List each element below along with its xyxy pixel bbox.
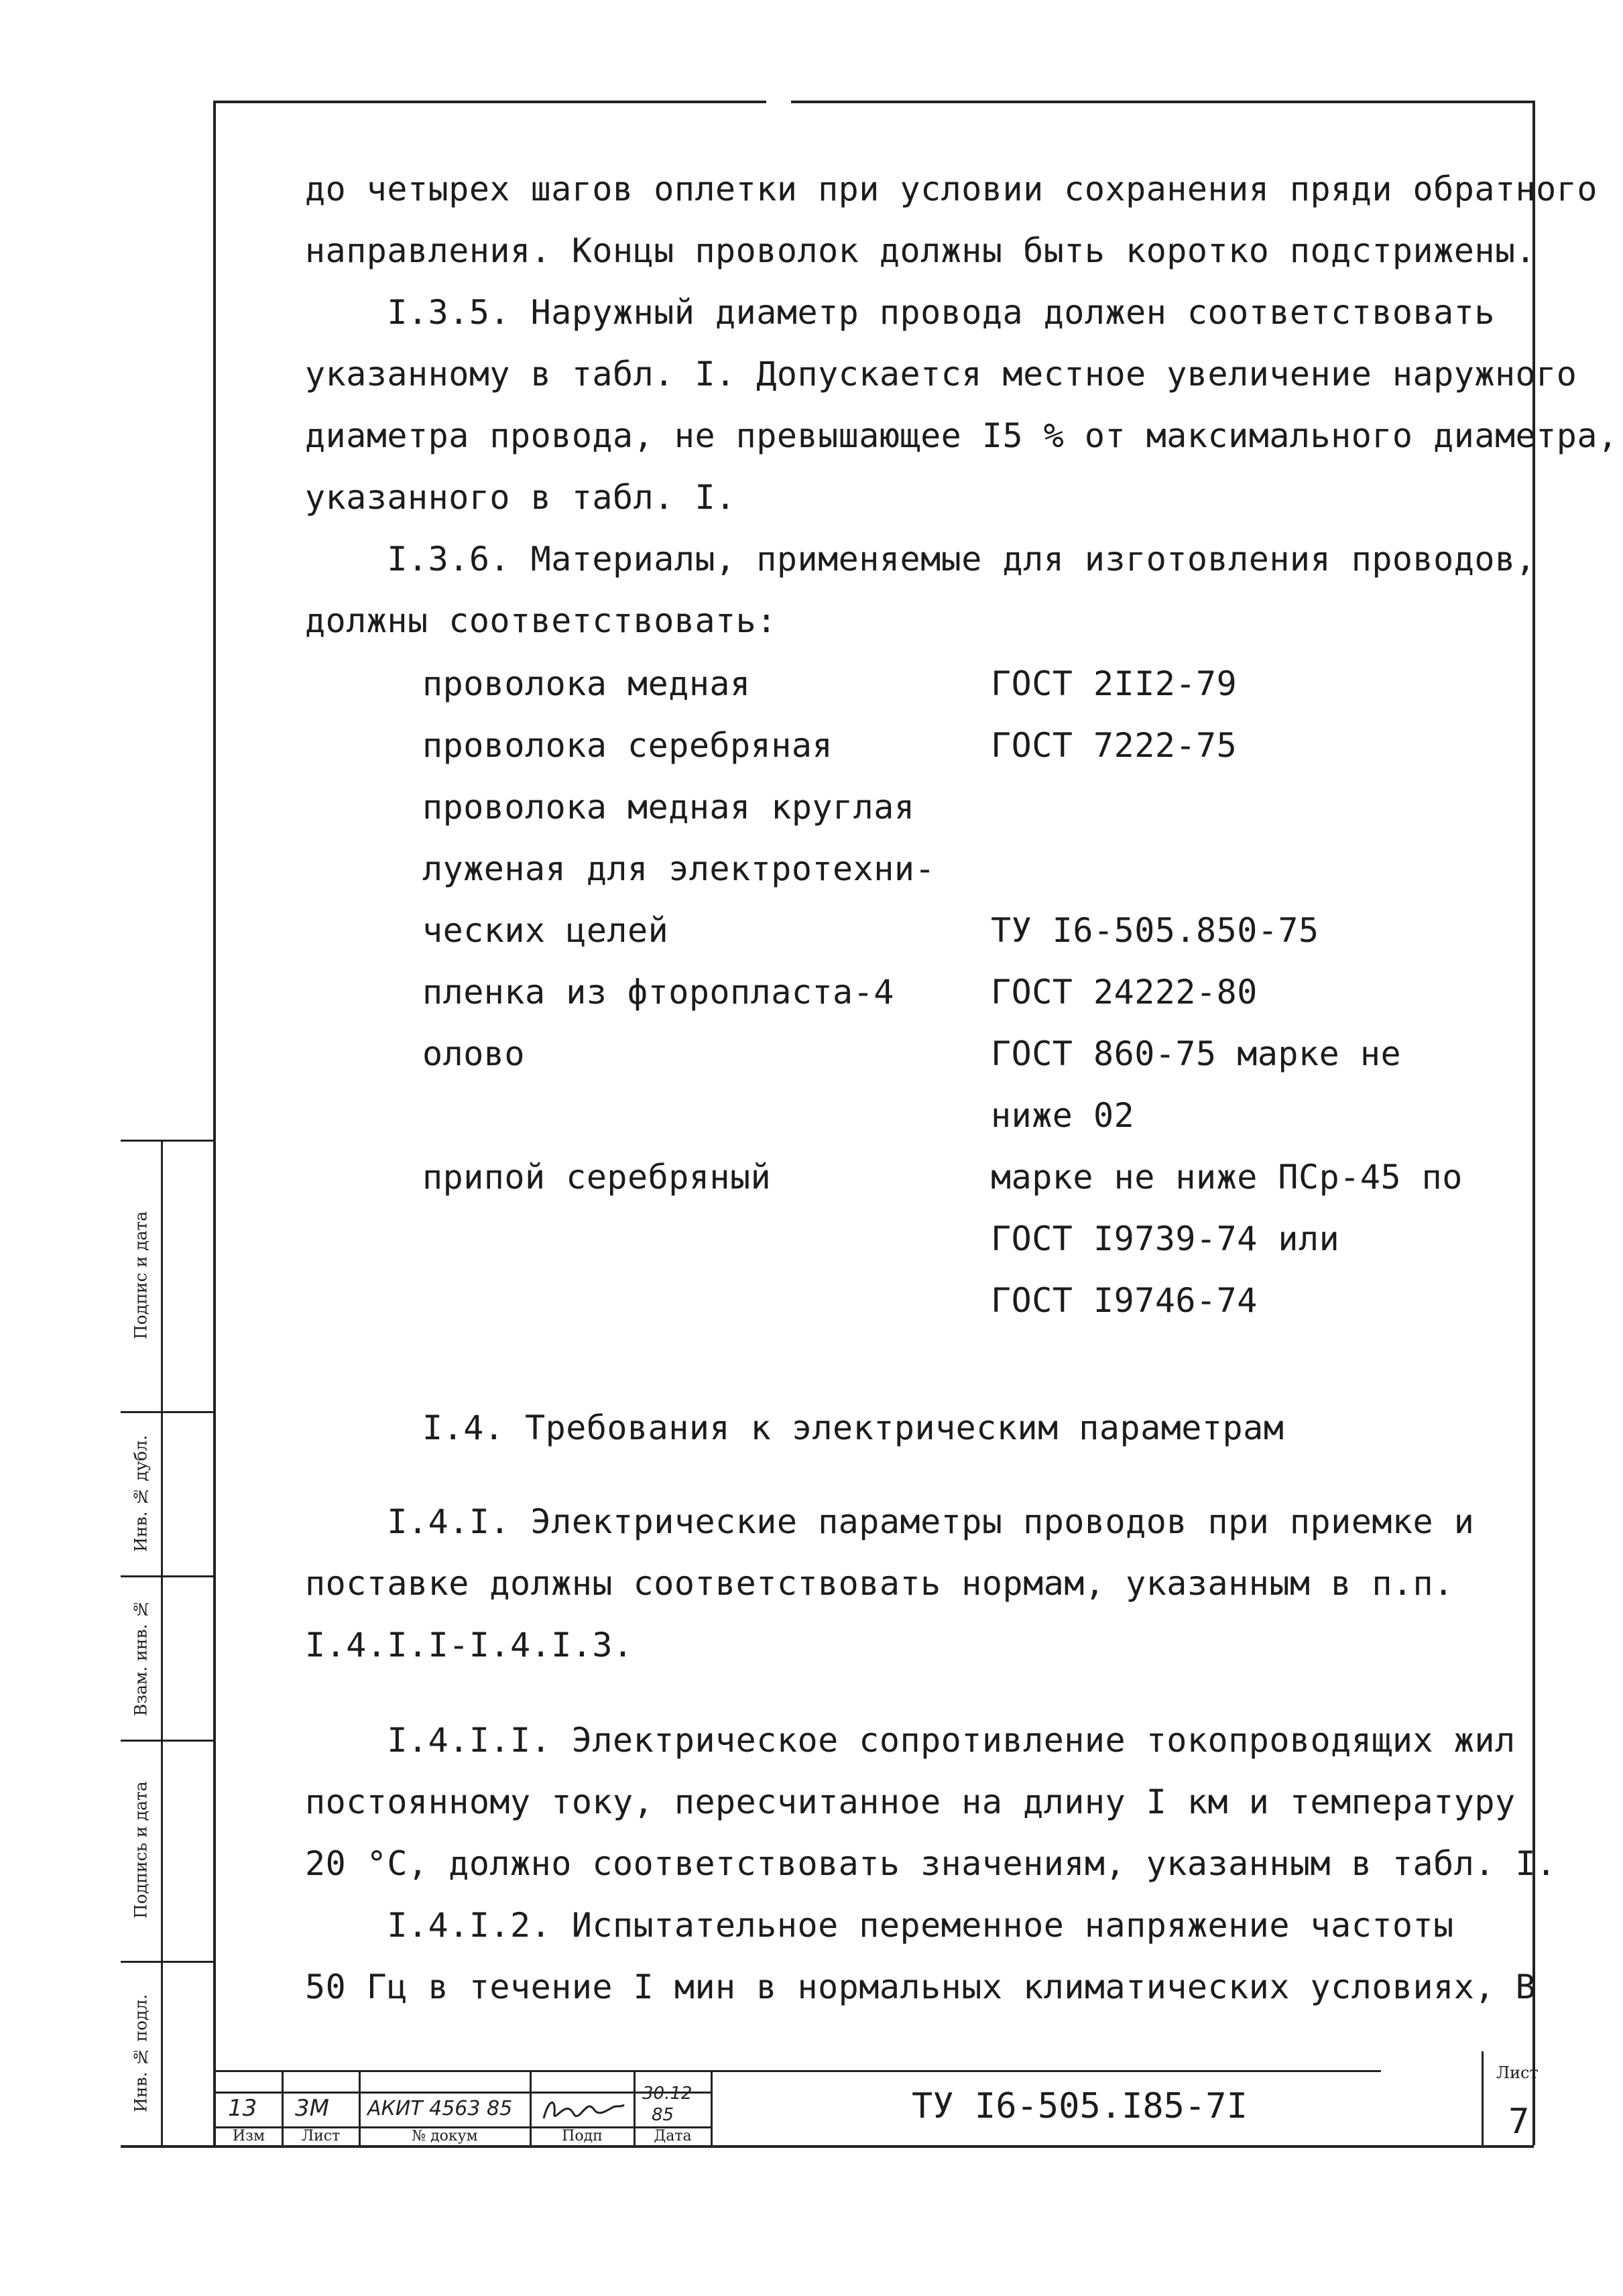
material-standard: ГОСТ I9746-74 <box>991 1281 1258 1320</box>
stamp-rule <box>711 2070 713 2145</box>
text-line: направления. Концы проволок должны быть коротко подстрижены. <box>305 231 1537 270</box>
stamp-label-signature: Подп <box>562 2128 603 2144</box>
text-line: I.3.5. Наружный диаметр провода должен соответствовать <box>305 293 1495 332</box>
material-name: пленка из фторопласта-4 <box>422 973 894 1012</box>
section-heading: I.4. Требования к электрическим параметрам <box>422 1408 1284 1447</box>
handwritten-change-no: 13 <box>228 2095 257 2122</box>
handwritten-date-bottom: 85 <box>652 2105 674 2125</box>
side-label-replace-inv: Взам. инв. № <box>131 1599 151 1716</box>
text-line: указанного в табл. I. <box>305 478 736 517</box>
text-line: указанному в табл. I. Допускается местное увеличение наружного <box>305 355 1577 394</box>
text-line: диаметра провода, не превышающее I5 % от максимального диаметра, <box>305 416 1618 455</box>
material-name: олово <box>422 1034 526 1073</box>
side-registration-column <box>121 1140 215 2145</box>
material-standard: ГОСТ 2II2-79 <box>991 664 1238 703</box>
frame-border-right <box>1532 101 1535 2145</box>
material-standard: марке не ниже ПСр-45 по <box>991 1158 1463 1197</box>
handwritten-date-top: 30.12 <box>642 2083 693 2104</box>
material-name: проволока медная круглая <box>422 788 915 827</box>
material-standard: ГОСТ 24222-80 <box>991 973 1258 1012</box>
stamp-label-change: Изм <box>232 2128 265 2144</box>
material-standard: ГОСТ 860-75 марке не <box>991 1034 1402 1073</box>
text-line: постоянному току, пересчитанное на длину I км и температуру <box>305 1783 1516 1821</box>
text-line: I.4.I.I. Электрическое сопротивление токопроводящих жил <box>305 1721 1516 1760</box>
text-line: должны соответствовать: <box>305 601 777 640</box>
handwritten-sheet: 3М <box>295 2095 329 2122</box>
stamp-rule <box>215 2070 1381 2072</box>
sheet-number: 7 <box>1508 2102 1530 2142</box>
stamp-rule <box>215 2092 711 2094</box>
material-name: проволока серебряная <box>422 726 833 765</box>
text-line: 20 °С, должно соответствовать значениям, указанным в табл. I. <box>305 1844 1557 1883</box>
side-label-orig-inv: Инв. № подл. <box>131 1994 151 2112</box>
text-line: I.4.I.2. Испытательное переменное напряжение частоты <box>305 1906 1454 1945</box>
document-designation: ТУ I6-505.I85-7I <box>912 2086 1248 2126</box>
text-line: до четырех шагов оплетки при условии сохранения пряди обратного <box>305 170 1598 208</box>
stamp-label-sheet: Лист <box>301 2128 341 2144</box>
sheet-label: Лист <box>1496 2063 1539 2082</box>
stamp-label-doc-no: № докум <box>412 2128 478 2144</box>
frame-border-top <box>213 101 766 103</box>
text-line: I.3.6. Материалы, применяемые для изготовления проводов, <box>305 540 1537 579</box>
material-name: проволока медная <box>422 664 751 703</box>
text-line: I.4.I.I-I.4.I.3. <box>305 1626 634 1665</box>
frame-border-top-right <box>791 101 1534 103</box>
side-label-signature-date-2: Подпись и дата <box>131 1781 151 1919</box>
signature-icon <box>540 2093 627 2125</box>
handwritten-doc-no: АКИТ 4563 85 <box>367 2097 513 2120</box>
stamp-label-date: Дата <box>654 2128 692 2144</box>
text-line: поставке должны соответствовать нормам, указанным в п.п. <box>305 1564 1454 1603</box>
side-label-signature-date: Подпис и дата <box>131 1211 151 1340</box>
frame-border-bottom <box>121 2145 1534 2148</box>
material-name: луженая для электротехни- <box>422 849 936 888</box>
stamp-rule <box>1482 2051 1484 2145</box>
side-divider <box>161 1140 163 2145</box>
side-label-dup-inv: Инв. № дубл. <box>131 1435 151 1552</box>
material-standard: ниже 02 <box>991 1096 1135 1135</box>
text-line: I.4.I. Электрические параметры проводов при приемке и <box>305 1502 1475 1541</box>
material-standard: ГОСТ I9739-74 или <box>991 1219 1340 1258</box>
material-standard: ГОСТ 7222-75 <box>991 726 1238 765</box>
text-line: 50 Гц в течение I мин в нормальных климатических условиях, В <box>305 1968 1537 2006</box>
material-standard: ТУ I6-505.850-75 <box>991 911 1319 950</box>
material-name: ческих целей <box>422 911 669 950</box>
material-name: припой серебряный <box>422 1158 772 1197</box>
